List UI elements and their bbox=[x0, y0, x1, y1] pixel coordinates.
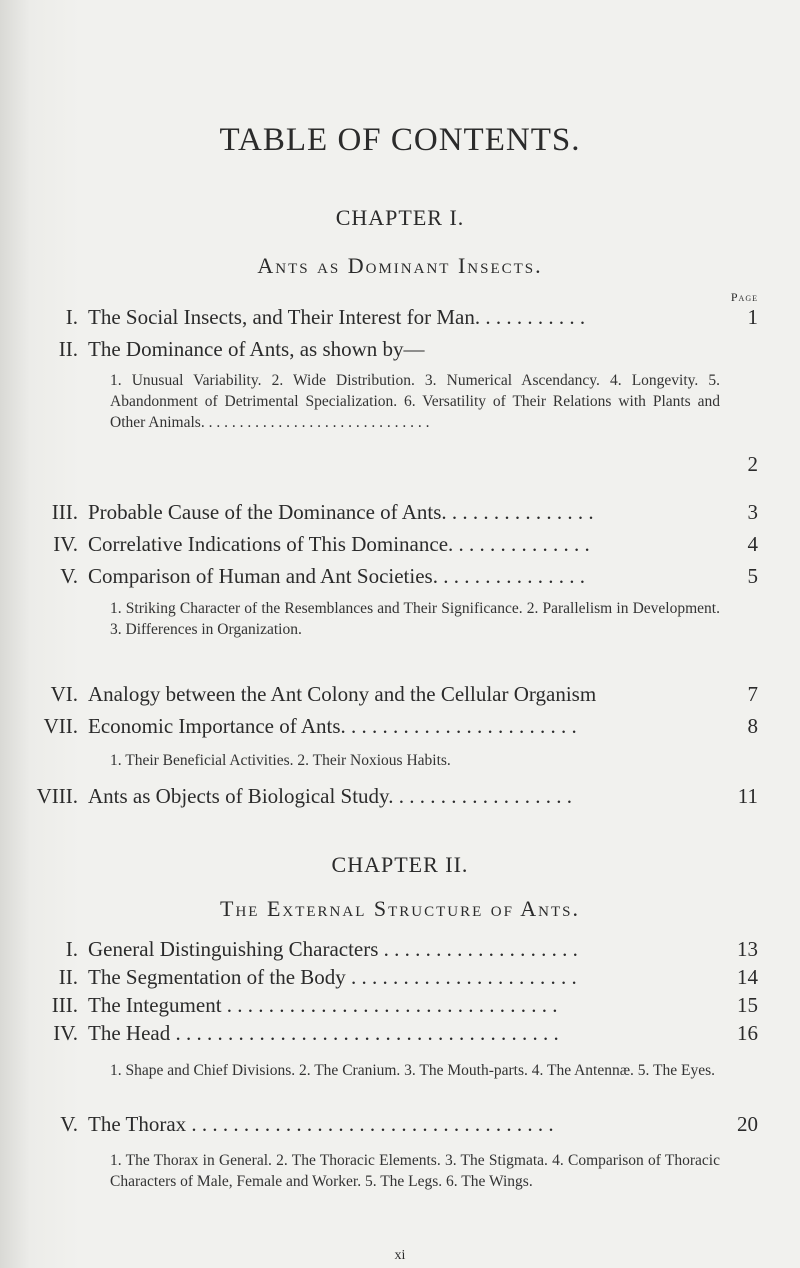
entry-title: The Social Insects, and Their Interest for Man. . . . . . . . . . . bbox=[88, 305, 586, 329]
toc-subentries: 1. Striking Character of the Resemblances and Their Significance. 2. Parallelism in Development. 3. Differences in Organization. bbox=[110, 600, 720, 638]
entry-number: I. bbox=[65, 937, 78, 961]
subentry-page: 2 bbox=[747, 452, 758, 476]
entry-page: 3 bbox=[747, 500, 758, 524]
page-column-heading: Page bbox=[730, 290, 758, 304]
toc-entry bbox=[20, 1019, 758, 1047]
entry-page: 8 bbox=[747, 714, 758, 738]
page-title: TABLE OF CONTENTS. bbox=[219, 122, 581, 158]
entry-title: The Head . . . . . . . . . . . . . . . . . . . . . . . . . . . . . . . . . . . . . bbox=[88, 1021, 559, 1045]
chapter-2-subtitle: The External Structure of Ants. bbox=[220, 896, 580, 921]
entry-number: III. bbox=[51, 500, 78, 524]
entry-number: VI. bbox=[50, 682, 78, 706]
toc-entry bbox=[20, 498, 758, 526]
entry-number: VII. bbox=[43, 714, 78, 738]
entry-title: The Integument . . . . . . . . . . . . . . . . . . . . . . . . . . . . . . . . bbox=[88, 993, 558, 1017]
toc-entry bbox=[20, 562, 758, 590]
toc-entry bbox=[20, 303, 758, 331]
entry-title: General Distinguishing Characters . . . . . . . . . . . . . . . . . . . bbox=[88, 937, 578, 961]
toc-subentries: 1. Unusual Variability. 2. Wide Distribution. 3. Numerical Ascendancy. 4. Longevity. 5. Abandonment of Detrimental Specialization. 6. Versatility of Their Relations with Plants and Other Animals. . . . . . . . . . . . . . . . . . . . . . . . . . . . . . bbox=[110, 372, 720, 431]
toc-subentries: 1. The Thorax in General. 2. The Thoracic Elements. 3. The Stigmata. 4. Comparison of Thoracic Characters of Male, Female and Worker. 5. The Legs. 6. The Wings. bbox=[110, 1152, 720, 1190]
toc-entry bbox=[20, 712, 758, 740]
entry-number: I. bbox=[65, 305, 78, 329]
entry-title: Ants as Objects of Biological Study. . . . . . . . . . . . . . . . . . bbox=[88, 784, 572, 808]
entry-number: IV. bbox=[53, 1021, 78, 1045]
entry-page: 11 bbox=[737, 784, 758, 808]
toc-entry bbox=[20, 335, 758, 363]
entry-number: V. bbox=[60, 564, 78, 588]
toc-subentries: 1. Their Beneficial Activities. 2. Their Noxious Habits. bbox=[110, 752, 451, 769]
entry-page: 1 bbox=[747, 305, 758, 329]
entry-title: Correlative Indications of This Dominance. . . . . . . . . . . . . . bbox=[88, 532, 590, 556]
entry-number: V. bbox=[60, 1112, 78, 1136]
entry-title: Economic Importance of Ants. . . . . . . . . . . . . . . . . . . . . . . bbox=[88, 714, 577, 738]
entry-number: II. bbox=[58, 965, 78, 989]
page-folio: xi bbox=[394, 1248, 406, 1263]
entry-number: VIII. bbox=[36, 784, 78, 808]
entry-page: 15 bbox=[737, 993, 758, 1017]
entry-title: Comparison of Human and Ant Societies. . . . . . . . . . . . . . . bbox=[88, 564, 585, 588]
entry-page: 5 bbox=[747, 564, 758, 588]
entry-page: 14 bbox=[737, 965, 758, 989]
entry-number: II. bbox=[58, 337, 78, 361]
entry-page: 20 bbox=[737, 1112, 758, 1136]
toc-entry bbox=[20, 935, 758, 963]
toc-entry bbox=[20, 680, 758, 708]
entry-title: Probable Cause of the Dominance of Ants. . . . . . . . . . . . . . . bbox=[88, 500, 594, 524]
entry-page: 4 bbox=[747, 532, 758, 556]
toc-entry bbox=[20, 963, 758, 991]
chapter-1-heading: CHAPTER I. bbox=[335, 205, 465, 230]
entry-number: IV. bbox=[53, 532, 78, 556]
toc-entry bbox=[20, 991, 758, 1019]
entry-title: The Dominance of Ants, as shown by— bbox=[88, 337, 425, 361]
entry-title: The Segmentation of the Body . . . . . . . . . . . . . . . . . . . . . . bbox=[88, 965, 577, 989]
entry-page: 7 bbox=[747, 682, 758, 706]
entry-title: The Thorax . . . . . . . . . . . . . . . . . . . . . . . . . . . . . . . . . . . bbox=[88, 1112, 554, 1136]
entry-page: 13 bbox=[737, 937, 758, 961]
toc-entry bbox=[20, 530, 758, 558]
chapter-2-heading: CHAPTER II. bbox=[331, 852, 469, 877]
entry-page: 16 bbox=[737, 1021, 758, 1045]
toc-entry bbox=[20, 782, 758, 810]
toc-subentries: 1. Shape and Chief Divisions. 2. The Cranium. 3. The Mouth-parts. 4. The Antennæ. 5. The Eyes. bbox=[110, 1062, 716, 1079]
toc-entry bbox=[20, 1110, 758, 1138]
chapter-1-subtitle: Ants as Dominant Insects. bbox=[257, 253, 543, 278]
entry-number: III. bbox=[51, 993, 78, 1017]
entry-title: Analogy between the Ant Colony and the Cellular Organism bbox=[88, 682, 597, 706]
